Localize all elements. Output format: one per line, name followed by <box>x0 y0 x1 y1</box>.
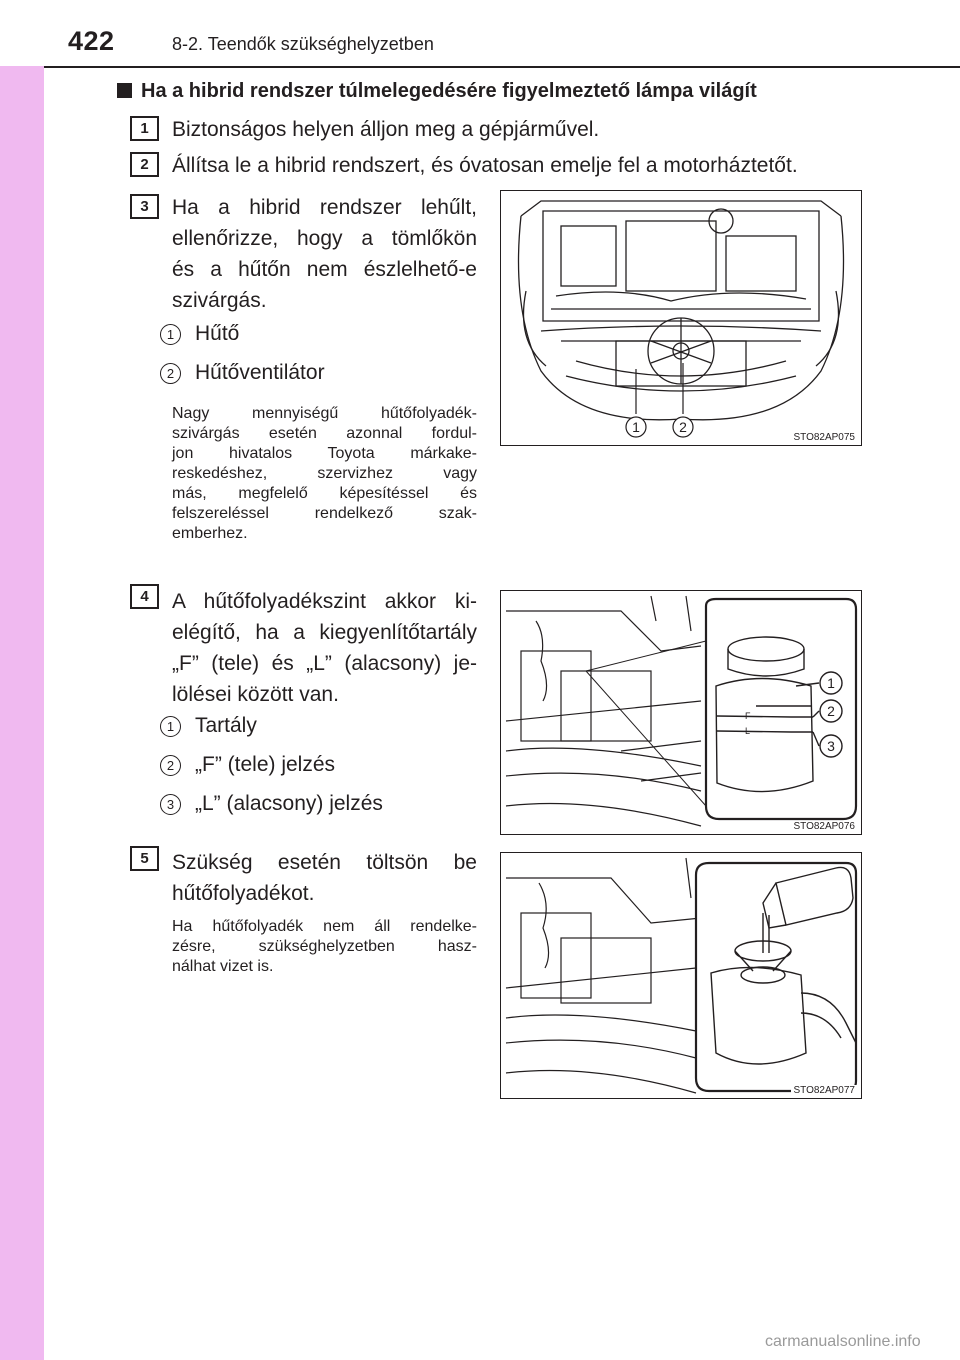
legend-item <box>160 792 383 820</box>
square-bullet-icon <box>117 83 132 98</box>
section-title <box>117 80 757 103</box>
step-5-line: Szükség esetén töltsön be <box>172 851 477 874</box>
page-number: 422 <box>68 26 115 56</box>
step-3-line: szivárgás. <box>172 289 267 312</box>
figure-callout: 2 <box>827 703 835 719</box>
figure-callout: 2 <box>679 419 687 435</box>
full-mark-label: F <box>745 711 751 721</box>
note-line: más, megfelelő képesítéssel és <box>172 485 477 502</box>
legend-label: „F” (tele) jelzés <box>195 753 336 776</box>
note-line: jon hivatalos Toyota márkake- <box>172 445 477 462</box>
step-4-line: elégítő, ha a kiegyenlítőtartály <box>172 621 477 644</box>
figure-reservoir <box>500 590 862 835</box>
note-line: felszereléssel rendelkező szak- <box>172 505 477 522</box>
section-title-text: Ha a hibrid rendszer túlmelegedésére figyelmeztető lámpa világít <box>141 80 757 102</box>
step-number-4: 4 <box>130 584 159 609</box>
step-3-line: és a hűtőn nem észlelhető-e <box>172 258 477 281</box>
step-2-text: Állítsa le a hibrid rendszert, és óvatosan emelje fel a motorháztetőt. <box>172 154 798 177</box>
step-3-line: ellenőrizze, hogy a tömlőkön <box>172 227 477 250</box>
step-3-text <box>172 192 477 316</box>
callout-number: 3 <box>160 794 181 815</box>
legend-item <box>160 322 239 350</box>
step-3-note <box>172 404 477 544</box>
step-4-line: lölései között van. <box>172 683 339 706</box>
step-5-note <box>172 917 477 977</box>
step-number-3: 3 <box>130 194 159 219</box>
page-header <box>0 0 960 66</box>
legend-label: Hűtő <box>195 322 240 345</box>
figure-code: STO82AP077 <box>793 1085 855 1096</box>
step-3-line: Ha a hibrid rendszer lehűlt, <box>172 196 477 219</box>
legend-label: Tartály <box>195 714 257 737</box>
low-mark-label: L <box>745 726 751 736</box>
watermark-text: carmanualsonline.info <box>765 1333 921 1350</box>
note-line: zésre, szükséghelyzetben hasz- <box>172 938 477 955</box>
figure-callout: 3 <box>827 738 835 754</box>
step-4-text <box>172 586 477 710</box>
legend-label: Hűtőventilátor <box>195 361 325 384</box>
figure-refill <box>500 852 862 1099</box>
legend-label: „L” (alacsony) jelzés <box>195 792 383 815</box>
step-4-line: „F” (tele) és „L” (alacsony) je- <box>172 652 477 675</box>
step-5-line: hűtőfolyadékot. <box>172 882 315 905</box>
refill-illustration <box>501 853 861 1098</box>
step-number-1: 1 <box>130 116 159 141</box>
step-1-text: Biztonságos helyen álljon meg a gépjárművel. <box>172 118 600 141</box>
callout-number: 2 <box>160 755 181 776</box>
step-5-text <box>172 847 477 909</box>
legend-item <box>160 361 325 389</box>
callout-number: 1 <box>160 324 181 345</box>
engine-bay-illustration <box>501 191 861 445</box>
chapter-sidebar <box>0 0 44 1360</box>
running-title: 8-2. Teendők szükséghelyzetben <box>172 34 434 54</box>
figure-code: STO82AP075 <box>793 432 855 443</box>
step-number-2: 2 <box>130 152 159 177</box>
figure-engine-bay <box>500 190 862 446</box>
note-line: reskedéshez, szervizhez vagy <box>172 465 477 482</box>
callout-number: 2 <box>160 363 181 384</box>
figure-callout: 1 <box>827 675 835 691</box>
step-number-5: 5 <box>130 846 159 871</box>
header-rule <box>44 66 960 68</box>
note-line: nálhat vizet is. <box>172 958 274 975</box>
step-4-line: A hűtőfolyadékszint akkor ki- <box>172 590 477 613</box>
note-line: Nagy mennyiségű hűtőfolyadék- <box>172 405 477 422</box>
figure-code: STO82AP076 <box>793 821 855 832</box>
legend-item <box>160 753 335 781</box>
note-line: emberhez. <box>172 525 248 542</box>
reservoir-illustration <box>501 591 861 834</box>
note-line: Ha hűtőfolyadék nem áll rendelke- <box>172 918 477 935</box>
figure-callout: 1 <box>632 419 640 435</box>
note-line: szivárgás esetén azonnal fordul- <box>172 425 477 442</box>
legend-item <box>160 714 257 742</box>
callout-number: 1 <box>160 716 181 737</box>
